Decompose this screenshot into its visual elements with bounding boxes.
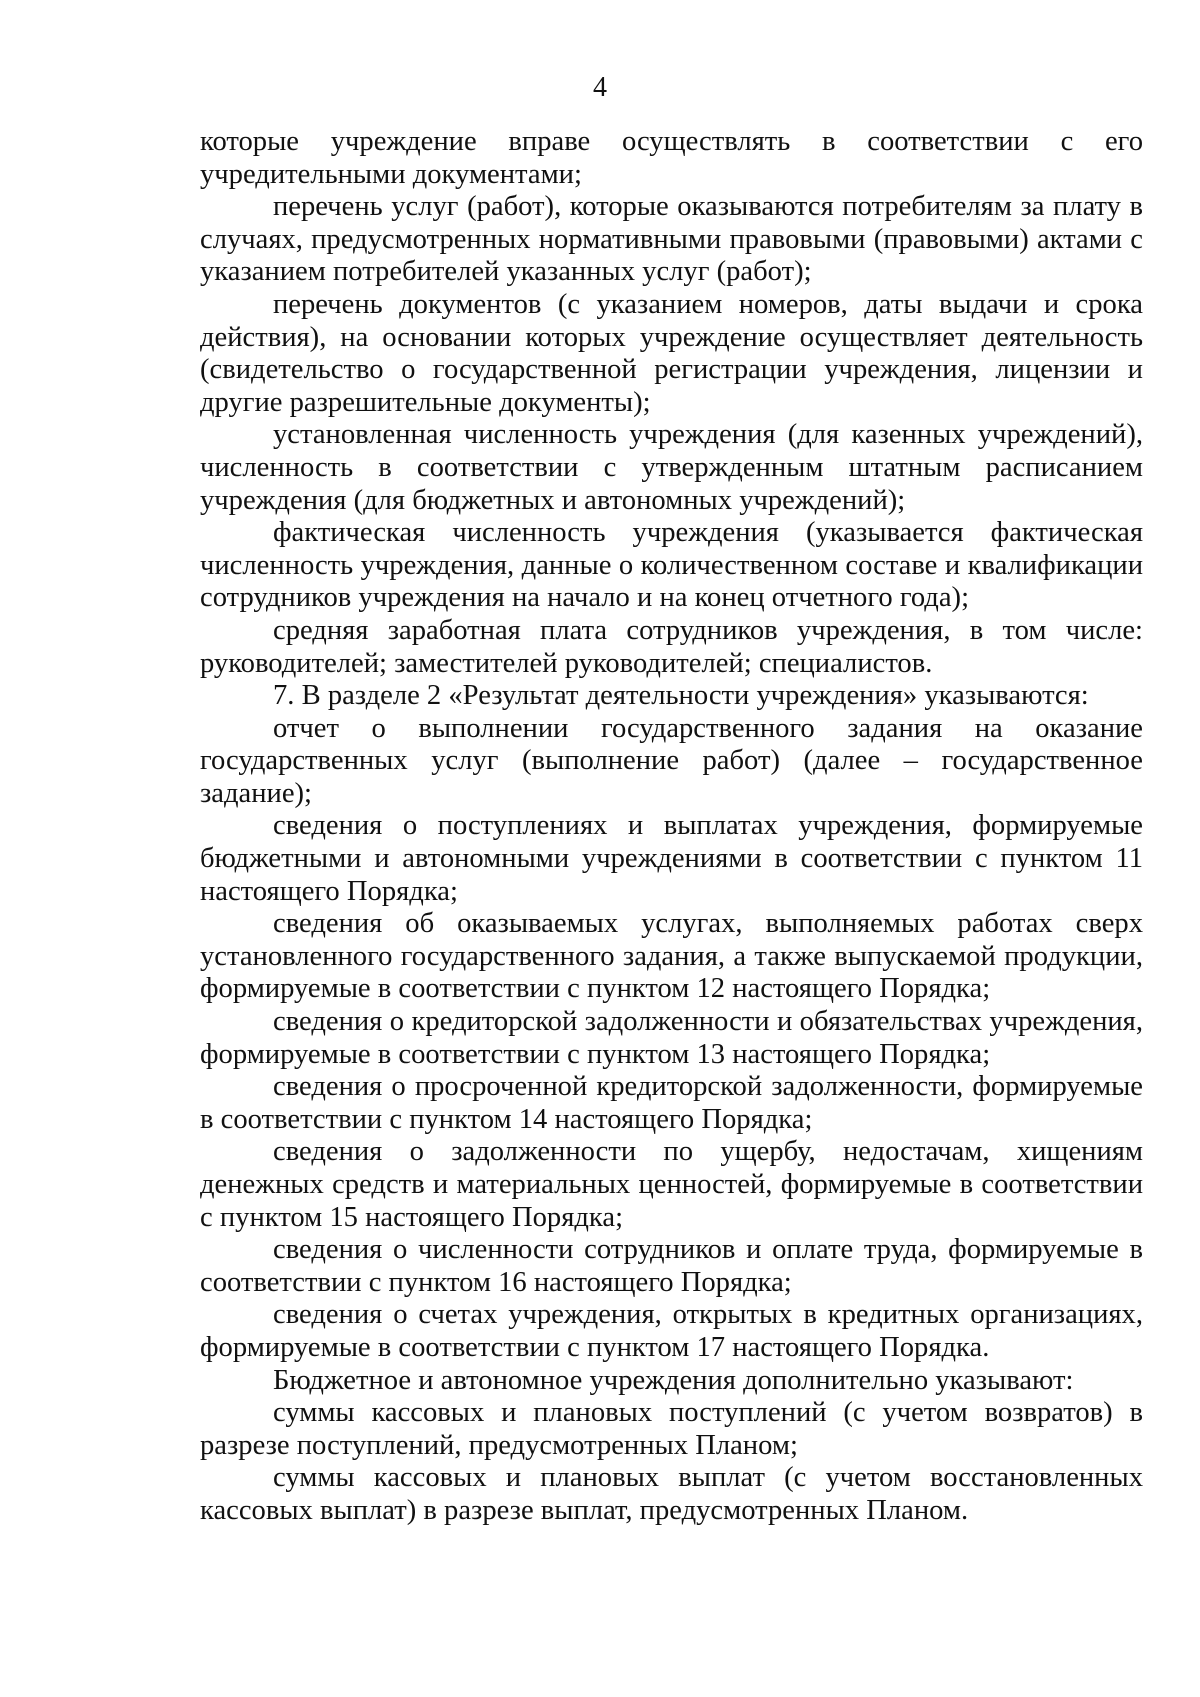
- paragraph-cash-receipts: суммы кассовых и плановых поступлений (с учетом возвратов) в разрезе поступлений, предусмотренных Планом;: [200, 1397, 1143, 1461]
- paragraph-cash-payments: суммы кассовых и плановых выплат (с учетом восстановленных кассовых выплат) в разрезе выплат, предусмотренных Планом.: [200, 1462, 1143, 1526]
- paragraph-documents-list: перечень документов (с указанием номеров, даты выдачи и срока действия), на основании которых учреждение осуществляет деятельность (свидетельство о государственной регистрации учреждения, лицензии и другие разрешительные документы);: [200, 288, 1143, 418]
- paragraph-budget-institutions: Бюджетное и автономное учреждения дополнительно указывают:: [273, 1364, 1074, 1396]
- paragraph-damage-debt: сведения о задолженности по ущербу, недостачам, хищениям денежных средств и материальных ценностей, формируемые в соответствии с пунктом 15 настоящего Порядка;: [200, 1136, 1143, 1233]
- paragraph-accounts-payable: сведения о кредиторской задолженности и обязательствах учреждения, формируемые в соответствии с пунктом 13 настоящего Порядка;: [200, 1006, 1143, 1070]
- paragraph-continuation: которые учреждение вправе осуществлять в соответствии с его учредительными документами;: [200, 126, 1143, 190]
- paragraph-state-task-report: отчет о выполнении государственного задания на оказание государственных услуг (выполнение работ) (далее – государственное задание);: [200, 712, 1143, 809]
- document-body: [200, 126, 1143, 1528]
- paragraph-staff-pay: сведения о численности сотрудников и оплате труда, формируемые в соответствии с пунктом 16 настоящего Порядка;: [200, 1234, 1143, 1298]
- paragraph-established-headcount: установленная численность учреждения (для казенных учреждений), численность в соответствии с утвержденным штатным расписанием учреждения (для бюджетных и автономных учреждений);: [200, 419, 1143, 516]
- paragraph-section-2-heading: 7. В разделе 2 «Результат деятельности учреждения» указываются:: [273, 680, 1089, 712]
- page-number: 4: [593, 72, 607, 103]
- paragraph-paid-services-list: перечень услуг (работ), которые оказываются потребителям за плату в случаях, предусмотренных нормативными правовыми (правовыми) актами с указанием потребителей указанных услуг (работ);: [200, 191, 1143, 288]
- paragraph-services-above-task: сведения об оказываемых услугах, выполняемых работах сверх установленного государственного задания, а также выпускаемой продукции, формируемые в соответствии с пунктом 12 настоящего Порядка;: [200, 908, 1143, 1005]
- paragraph-overdue-payables: сведения о просроченной кредиторской задолженности, формируемые в соответствии с пунктом 14 настоящего Порядка;: [200, 1071, 1143, 1135]
- paragraph-actual-headcount: фактическая численность учреждения (указывается фактическая численность учреждения, данные о количественном составе и квалификации сотрудников учреждения на начало и на конец отчетного года);: [200, 517, 1143, 614]
- paragraph-bank-accounts: сведения о счетах учреждения, открытых в кредитных организациях, формируемые в соответствии с пунктом 17 настоящего Порядка.: [200, 1299, 1143, 1363]
- paragraph-receipts-payments: сведения о поступлениях и выплатах учреждения, формируемые бюджетными и автономными учреждениями в соответствии с пунктом 11 настоящего Порядка;: [200, 810, 1143, 907]
- paragraph-average-salary: средняя заработная плата сотрудников учреждения, в том числе: руководителей; заместителей руководителей; специалистов.: [200, 614, 1143, 679]
